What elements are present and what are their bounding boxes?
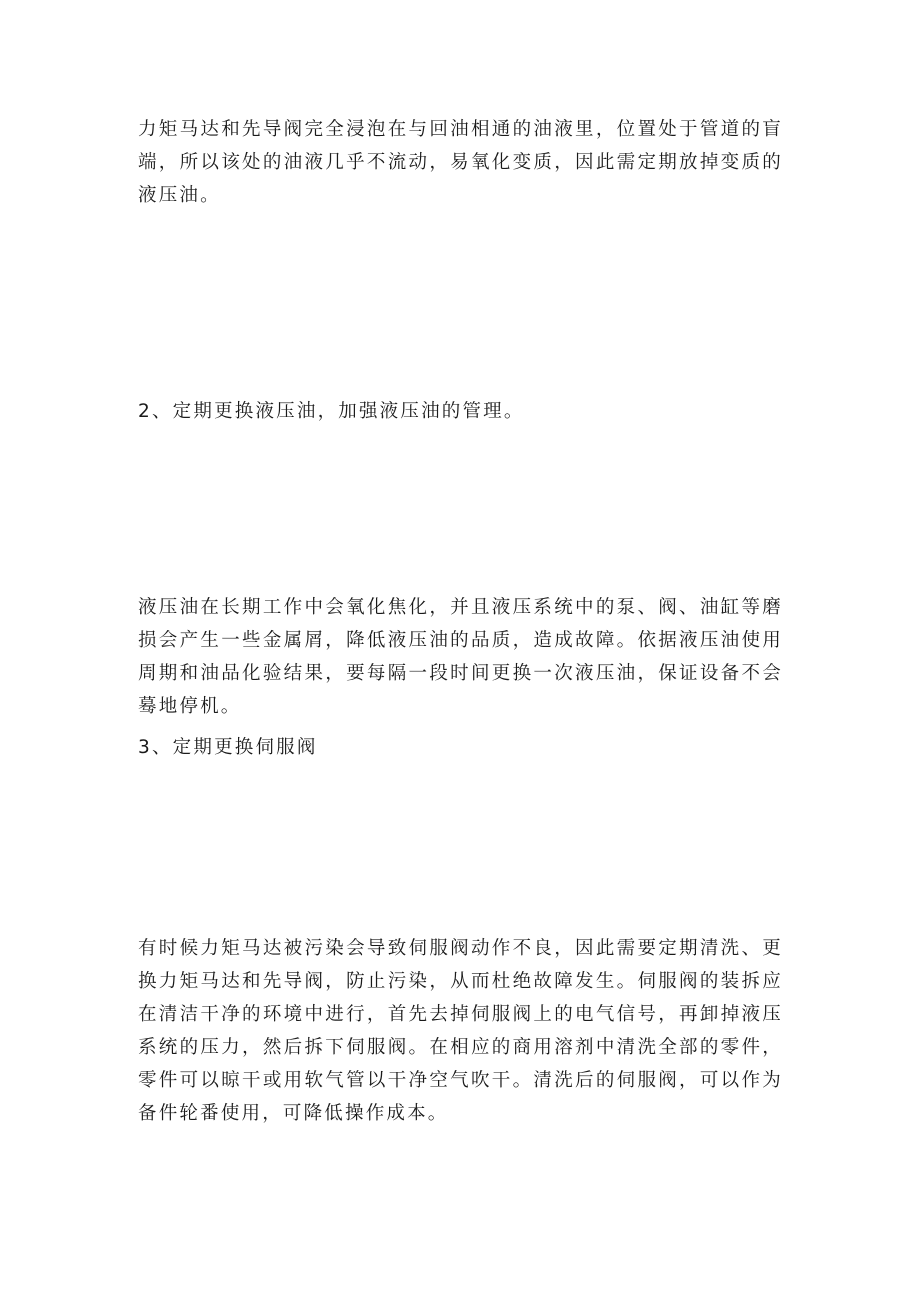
section-heading-replace-oil: 2、定期更换液压油，加强液压油的管理。 <box>138 401 525 422</box>
paragraph-servo-valve-cleaning: 有时候力矩马达被污染会导致伺服阀动作不良，因此需要定期清洗、更换力矩马达和先导阀，防止污染，从而杜绝故障发生。伺服阀的装拆应在清洁干净的环境中进行，首先去掉伺服阀上的电气信号，再卸掉液压系统的压力，然后拆下伺服阀。在相应的商用溶剂中清洗全部的零件，零件可以晾干或用软气管以干净空气吹干。清洗后的伺服阀，可以作为备件轮番使用，可降低操作成本。 <box>138 938 783 1124</box>
section-heading-replace-servo-valve: 3、定期更换伺服阀 <box>138 737 318 758</box>
paragraph-valve-stagnant-oil: 力矩马达和先导阀完全浸泡在与回油相通的油液里，位置处于管道的盲端，所以该处的油液几乎不流动，易氧化变质，因此需定期放掉变质的液压油。 <box>138 119 783 206</box>
paragraph-oil-replacement: 液压油在长期工作中会氧化焦化，并且液压系统中的泵、阀、油缸等磨损会产生一些金属屑，降低液压油的品质，造成故障。依据液压油使用周期和油品化验结果，要每隔一段时间更换一次液压油，保证设备不会蓦地停机。 <box>138 597 783 717</box>
